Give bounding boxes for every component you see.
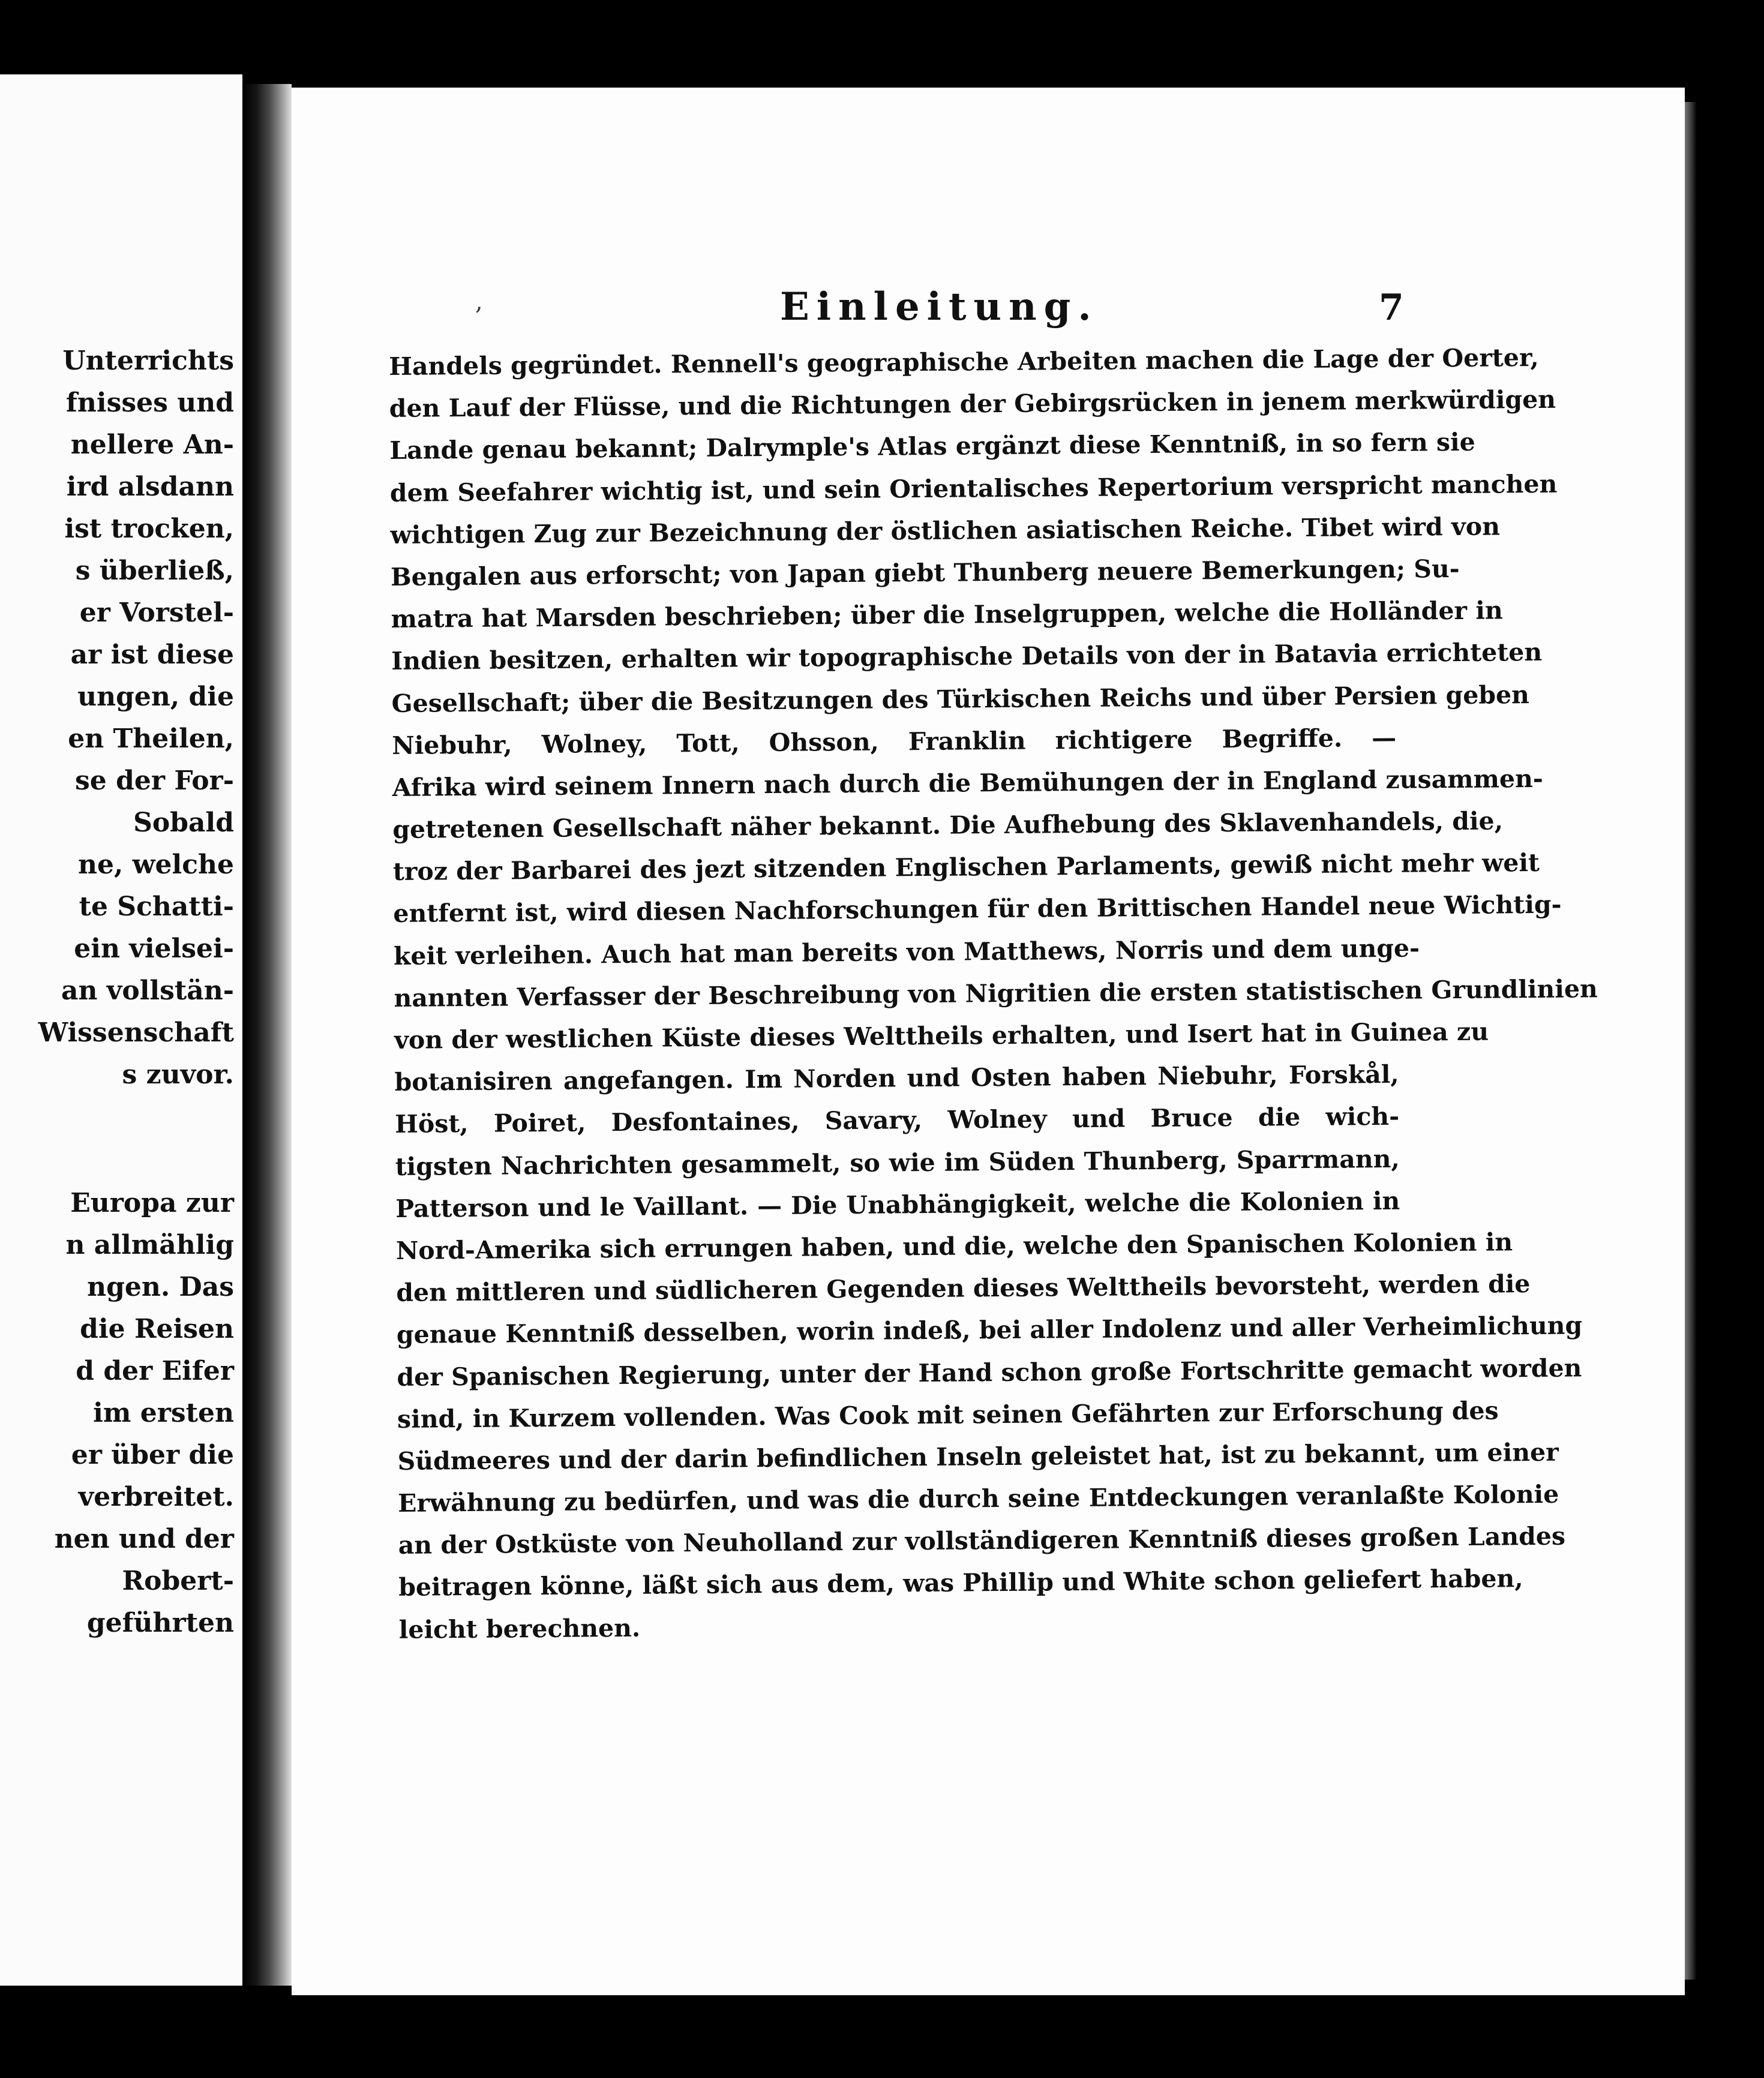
text-line: Erwähnung zu bedürfen, und was die durch seine Entdeckungen veranlaßte Kolonie (397, 1479, 1559, 1518)
left-line: ngen. Das (87, 1272, 234, 1302)
text-line: der Spanischen Regierung, unter der Hand schon große Fortschritte gemacht worden (397, 1353, 1582, 1392)
text-line: von der westlichen Küste dieses Welttheils erhalten, und Isert hat in Guinea zu (394, 1017, 1489, 1055)
text-line: Höst, Poiret, Desfontaines, Savary, Wolney und Bruce die wich- (395, 1102, 1400, 1139)
book-gutter-shadow (242, 84, 292, 1986)
left-line: er über die (71, 1440, 234, 1470)
text-line: Gesellschaft; über die Besitzungen des Türkischen Reichs und über Persien geben (391, 680, 1530, 718)
left-line: Wissenschaft (38, 1017, 234, 1048)
page-number: 7 (1379, 287, 1404, 329)
text-line: Bengalen aus erforscht; von Japan giebt Thunberg neuere Bemerkungen; Su- (390, 554, 1460, 591)
text-line: tigsten Nachrichten gesammelt, so wie im Süden Thunberg, Sparrmann, (395, 1144, 1400, 1181)
left-line: verbreitet. (78, 1482, 234, 1512)
left-line: ungen, die (77, 681, 234, 712)
left-line: n allmählig (65, 1230, 234, 1260)
running-head (292, 284, 1685, 338)
page-title: Einleitung. (780, 284, 1099, 329)
text-line: an der Ostküste von Neuholland zur vollständigeren Kenntniß dieses großen Landes (398, 1521, 1566, 1560)
left-line: fnisses und (65, 388, 234, 418)
left-line: ar ist diese (70, 639, 234, 670)
left-line: im ersten (93, 1398, 234, 1428)
left-line: nellere An- (70, 430, 234, 460)
text-line: entfernt ist, wird diesen Nachforschungen für den Brittischen Handel neue Wichtig- (393, 890, 1562, 929)
text-line: botanisiren angefangen. Im Norden und Osten haben Niebuhr, Forskål, (394, 1060, 1399, 1097)
text-line: wichtigen Zug zur Bezeichnung der östlichen asiatischen Reiche. Tibet wird von (390, 512, 1501, 549)
text-line: leicht berechnen. (398, 1613, 641, 1644)
body-text (389, 338, 1598, 1651)
text-line: Lande genau bekannt; Dalrymple's Atlas ergänzt diese Kenntniß, in so fern sie (389, 428, 1475, 466)
text-line: den mittleren und südlicheren Gegenden dieses Welttheils bevorsteht, werden die (396, 1269, 1531, 1308)
left-line: geführten (86, 1608, 234, 1638)
text-line: keit verleihen. Auch hat man bereits von Matthews, Norris und dem unge- (393, 933, 1420, 971)
left-line: ein vielsei- (74, 933, 234, 964)
left-line: s überließ, (75, 555, 234, 586)
text-line: nannten Verfasser der Beschreibung von Nigritien die ersten statistischen Grundlinien (394, 974, 1598, 1013)
left-line: ist trocken, (64, 514, 234, 544)
paragraph-gap (0, 1096, 234, 1182)
text-line: Nord-Amerika sich errungen haben, und die, welche den Spanischen Kolonien in (395, 1227, 1513, 1265)
left-line: Europa zur (70, 1188, 234, 1218)
text-line: Südmeeres und der darin befindlichen Inseln geleistet hat, ist zu bekannt, um einer (397, 1437, 1559, 1476)
left-line: nen und der (54, 1524, 234, 1554)
left-line: ird alsdann (66, 472, 234, 502)
page-edge-shadow (1685, 102, 1697, 1980)
text-line: beitragen könne, läßt sich aus dem, was Phillip und White schon geliefert haben, (398, 1564, 1523, 1602)
left-line: er Vorstel- (79, 597, 234, 628)
left-line: s zuvor. (122, 1059, 234, 1090)
text-line: Niebuhr, Wolney, Tott, Ohsson, Franklin richtigere Begriffe. — (392, 723, 1397, 760)
left-line: d der Eifer (76, 1356, 234, 1386)
right-page (292, 88, 1685, 1995)
left-line: Unterrichts (62, 346, 234, 376)
stray-mark: , (475, 288, 483, 316)
text-line: den Lauf der Flüsse, und die Richtungen der Gebirgsrücken in jenem merkwürdigen (389, 385, 1556, 424)
text-line: dem Seefahrer wichtig ist, und sein Orientalisches Repertorium verspricht manchen (389, 469, 1558, 508)
text-line: genaue Kenntniß desselben, worin indeß, bei aller Indolenz und aller Verheimlichung (396, 1311, 1583, 1350)
text-line: sind, in Kurzem vollenden. Was Cook mit seinen Gefährten zur Erforschung des (397, 1396, 1499, 1434)
text-line: matra hat Marsden beschrieben; über die Inselgruppen, welche die Holländer in (391, 596, 1503, 634)
text-line: Indien besitzen, erhalten wir topographische Details von der in Batavia errichteten (391, 638, 1543, 676)
text-line: getretenen Gesellschaft näher bekannt. Die Aufhebung des Sklavenhandels, die, (392, 806, 1504, 845)
left-page-fragment (0, 74, 242, 1986)
text-line: Handels gegründet. Rennell's geographische Arbeiten machen die Lage der Oerter, (389, 343, 1539, 381)
left-line: an vollstän- (61, 975, 234, 1006)
left-line: te Schatti- (79, 891, 234, 922)
left-line: en Theilen, (68, 723, 234, 754)
left-line: se der For- (75, 765, 234, 796)
text-line: Afrika wird seinem Innern nach durch die Bemühungen der in England zusammen- (392, 764, 1544, 802)
left-line: ne, welche (78, 849, 234, 880)
left-line: Robert- (122, 1566, 234, 1596)
left-line: Sobald (133, 807, 234, 838)
text-line: troz der Barbarei des jezt sitzenden Englischen Parlaments, gewiß nicht mehr weit (392, 848, 1540, 887)
text-line: Patterson und le Vaillant. — Die Unabhängigkeit, welche die Kolonien in (395, 1186, 1400, 1223)
left-page-text (0, 340, 234, 1644)
left-line: die Reisen (80, 1314, 234, 1344)
